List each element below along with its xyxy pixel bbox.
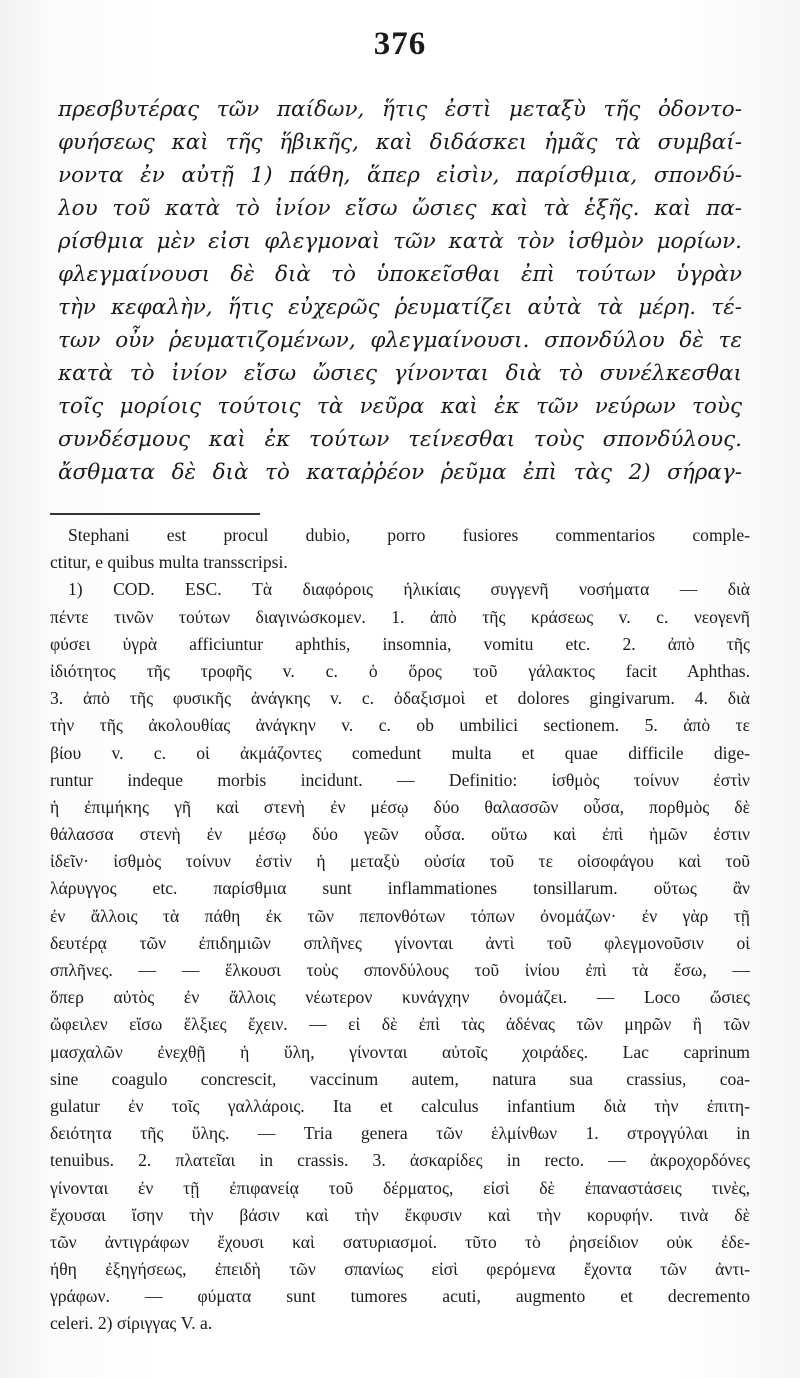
footnote-line: ἔχουσαι ἴσην τὴν βάσιν καὶ τὴν ἔκφυσιν καὶ τὴν κορυφήν. τινὰ δὲ <box>50 1204 750 1225</box>
main-text-line: λου τοῦ κατὰ τὸ ἰνίον εἴσω ὤσιες καὶ τὰ ἑξῆς. καὶ πα- <box>58 196 742 221</box>
main-text-line: τὴν κεφαλὴν, ἥτις εὐχερῶς ῥευματίζει αὐτὰ τὰ μέρη. τέ- <box>58 295 742 320</box>
footnote-line: σπλῆνες. — — ἕλκουσι τοὺς σπονδύλους τοῦ ἰνίου ἐπὶ τὰ ἔσω, — <box>50 960 750 980</box>
footnote-line: μασχαλῶν ἐνεχθῇ ἡ ὕλη, γίνονται αὐτοῖς χοιράδες. Lac caprinum <box>50 1041 750 1062</box>
main-text-line: ρίσθμια μὲν εἰσι φλεγμοναὶ τῶν κατὰ τὸν ἰσθμὸν μορίων. <box>58 229 742 254</box>
footnote-line: ἡ ἐπιμήκης γῆ καὶ στενὴ ἐν μέσῳ δύο θαλασσῶν οὖσα, πορθμὸς δὲ <box>50 796 750 817</box>
main-text-line: συνδέσμους καὶ ἐκ τούτων τείνεσθαι τοὺς σπονδύλους. <box>58 427 742 452</box>
footnote-line: 1) COD. ESC. Τὰ διαφόροις ἡλικίαις συγγενῆ νοσήματα — διὰ <box>68 579 750 600</box>
footnote-line: γίνονται ἐν τῇ ἐπιφανείᾳ τοῦ δέρματος, εἰσὶ δὲ ἐπαναστάσεις τινὲς, <box>50 1177 750 1198</box>
main-text-line: τοῖς μορίοις τούτοις τὰ νεῦρα καὶ ἐκ τῶν νεύρων τοὺς <box>58 394 742 419</box>
footnote-line: ἐν ἄλλοις τὰ πάθη ἐκ τῶν πεπονθότων τόπων ὀνομάζων· ἐν γὰρ τῇ <box>50 905 750 926</box>
footnote-line: ἰδεῖν· ἰσθμὸς τοίνυν ἐστὶν ἡ μεταξὺ οὐσία τοῦ τε οἰσοφάγου καὶ τοῦ <box>50 851 750 872</box>
footnotes-block <box>50 522 750 1338</box>
footnote-line: ὤφειλεν εἴσω ἕλξιες ἔχειν. — εἰ δὲ ἐπὶ τὰς ἀδένας τῶν μηρῶν ἢ τῶν <box>50 1014 750 1035</box>
main-text-line: νοντα ἐν αὐτῇ 1) πάθη, ἅπερ εἰσὶν, παρίσθμια, σπονδύ- <box>58 163 742 188</box>
footnote-line: λάρυγγος etc. παρίσθμια sunt inflammationes tonsillarum. οὕτως ἂν <box>50 878 750 899</box>
footnote-line: τῶν ἀντιγράφων ἔχουσι καὶ σατυριασμοί. τῦτο τὸ ῥησείδιον οὐκ ἐδε- <box>50 1231 750 1252</box>
footnote-line: ἰδιότητος τῆς τροφῆς v. c. ὁ ὅρος τοῦ γάλακτος facit Aphthas. <box>50 660 750 681</box>
footnote-line: celeri. 2) σίριγγας V. a. <box>50 1313 213 1334</box>
footnote-line: θάλασσα στενὴ ἐν μέσῳ δύο γεῶν οὖσα. οὕτω καὶ ἐπὶ ἡμῶν ἐστιν <box>50 824 750 845</box>
footnote-line: Stephani est procul dubio, porro fusiores commentarios comple- <box>68 525 750 545</box>
footnote-line: δευτέρᾳ τῶν ἐπιδημιῶν σπλῆνες γίνονται ἀντὶ τοῦ φλεγμονοῦσιν οἱ <box>50 932 750 953</box>
main-text-line: κατὰ τὸ ἰνίον εἴσω ὤσιες γίνονται διὰ τὸ συνέλκεσθαι <box>58 361 742 386</box>
footnote-divider <box>50 513 260 515</box>
footnote-line: ὅπερ αὐτὸς ἐν ἄλλοις νέωτερον κυνάγχην ὀνομάζει. — Loco ὤσιες <box>50 987 750 1008</box>
footnote-line: tenuibus. 2. πλατεῖαι in crassis. 3. ἀσκαρίδες in recto. — ἀκροχορδόνες <box>50 1150 750 1171</box>
footnote-line: βίου v. c. οἱ ἀκμάζοντες comedunt multa et quae difficile dige- <box>50 742 750 763</box>
footnote-line: sine coagulo concrescit, vaccinum autem, natura sua crassius, coa- <box>50 1068 750 1089</box>
footnote-line: τὴν τῆς ἀκολουθίας ἀνάγκην v. c. ob umbilici sectionem. 5. ἀπὸ τε <box>50 715 750 736</box>
main-text-block <box>58 93 742 489</box>
footnote-line: ctitur, e quibus multa transscripsi. <box>50 552 288 573</box>
main-text-line: ἄσθματα δὲ διὰ τὸ καταῤῥέον ῥεῦμα ἐπὶ τὰς 2) σήραγ- <box>58 460 742 485</box>
main-text-line: των οὖν ῥευματιζομένων, φλεγμαίνουσι. σπονδύλου δὲ τε <box>58 328 742 353</box>
main-text-line: φυήσεως καὶ τῆς ἥβικῆς, καὶ διδάσκει ἡμᾶς τὰ συμβαί- <box>58 130 742 155</box>
main-text-line: φλεγμαίνουσι δὲ διὰ τὸ ὑποκεῖσθαι ἐπὶ τούτων ὑγρὰν <box>58 262 742 287</box>
footnote-line: φύσει ὑγρὰ afficiuntur aphthis, insomnia, vomitu etc. 2. ἀπὸ τῆς <box>50 633 750 654</box>
footnote-line: γράφων. — φύματα sunt tumores acuti, augmento et decremento <box>50 1286 750 1307</box>
footnote-line: πέντε τινῶν τούτων διαγινώσκομεν. 1. ἀπὸ τῆς κράσεως v. c. νεογενῆ <box>50 606 750 627</box>
footnote-line: gulatur ἐν τοῖς γαλλάροις. Ita et calculus infantium διὰ τὴν ἐπιτη- <box>50 1095 750 1116</box>
footnote-line: ήθη ἐξηγήσεως, ἐπειδὴ τῶν σπανίως εἰσὶ φερόμενα ἔχοντα τῶν ἀντι- <box>50 1259 750 1280</box>
footnote-line: δειότητα τῆς ὕλης. — Tria genera τῶν ἑλμίνθων 1. στρογγύλαι in <box>50 1123 750 1144</box>
footnote-line: runtur indeque morbis incidunt. — Definitio: ἰσθμὸς τοίνυν ἐστὶν <box>50 769 750 790</box>
page-number: 376 <box>373 26 427 62</box>
main-text-line: πρεσβυτέρας τῶν παίδων, ἥτις ἐστὶ μεταξὺ τῆς ὀδοντο- <box>58 97 742 122</box>
footnote-line: 3. ἀπὸ τῆς φυσικῆς ἀνάγκης v. c. ὀδαξισμοὶ et dolores gingivarum. 4. διὰ <box>50 688 750 709</box>
